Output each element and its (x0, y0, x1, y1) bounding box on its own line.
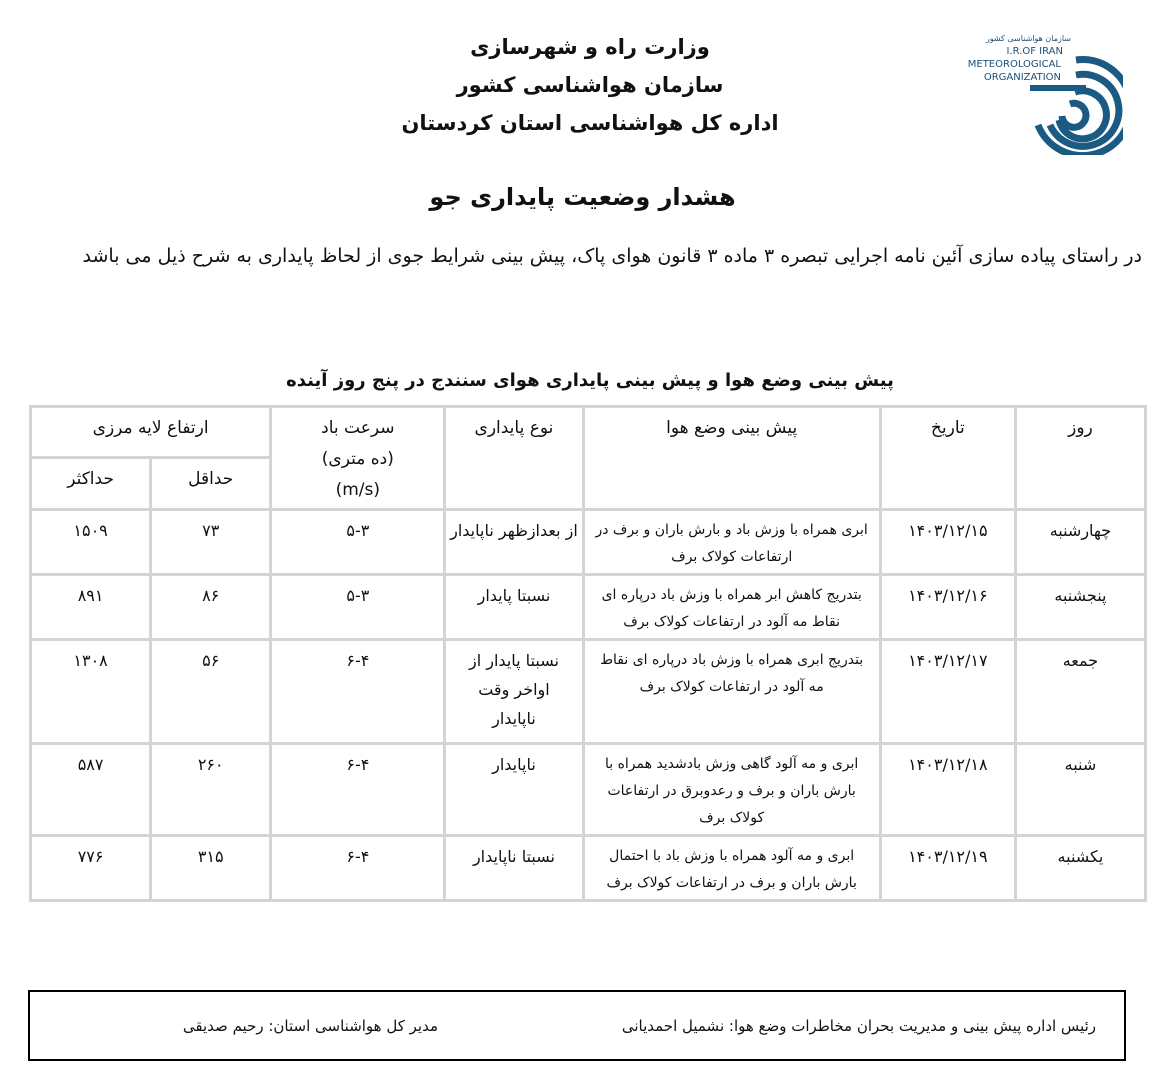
cell-max: ۱۵۰۹ (31, 510, 151, 575)
document-title: هشدار وضعیت پایداری جو (429, 183, 736, 211)
office-name: اداره کل هواشناسی استان کردستان (401, 111, 779, 135)
cell-min: ۷۳ (151, 510, 271, 575)
organization-name: سازمان هواشناسی کشور (456, 73, 724, 97)
cell-weather: بتدریج ابری همراه با وزش باد درپاره ای نقاط مه آلود در ارتفاعات کولاک برف (583, 640, 880, 744)
wind-header-line3: (m/s) (335, 480, 381, 500)
cell-day: چهارشنبه (1015, 510, 1145, 575)
cell-wind: ۶-۴ (271, 744, 445, 836)
forecast-table (29, 405, 1147, 902)
cell-wind: ۶-۴ (271, 836, 445, 901)
cell-weather: ابری همراه با وزش باد و بارش باران و برف در ارتفاعات کولاک برف (583, 510, 880, 575)
table-row (31, 744, 1146, 836)
cell-min: ۵۶ (151, 640, 271, 744)
cell-date: ۱۴۰۳/۱۲/۱۸ (880, 744, 1015, 836)
logo-line2: METEOROLOGICAL (967, 59, 1061, 70)
cell-stability: نسبتا ناپایدار (445, 836, 583, 901)
cell-stability: نسبتا پایدار از اواخر وقت ناپایدار (445, 640, 583, 744)
cell-weather: ابری و مه آلود همراه با وزش باد با احتمال بارش باران و برف در ارتفاعات کولاک برف (583, 836, 880, 901)
cell-stability: از بعدازظهر ناپایدار (445, 510, 583, 575)
cell-max: ۵۸۷ (31, 744, 151, 836)
header-day: روز (1015, 407, 1145, 510)
cell-max: ۷۷۶ (31, 836, 151, 901)
letterhead (380, 28, 800, 142)
table-title: پیش بینی وضع هوا و پیش بینی پایداری هوای سنندج در پنج روز آینده (286, 370, 894, 391)
logo-persian-text: سازمان هواشناسی کشور (985, 34, 1071, 43)
header-wind-speed (271, 407, 445, 510)
cell-date: ۱۴۰۳/۱۲/۱۶ (880, 575, 1015, 640)
cell-stability: نسبتا پایدار (445, 575, 583, 640)
cell-weather: ابری و مه آلود گاهی وزش بادشدید همراه با بارش باران و برف و رعدوبرق در ارتفاعات کولاک برف (583, 744, 880, 836)
cell-weather: بتدریج کاهش ابر همراه با وزش باد درپاره ای نقاط مه آلود در ارتفاعات کولاک برف (583, 575, 880, 640)
meteorological-organization-logo (958, 30, 1123, 150)
table-row (31, 640, 1146, 744)
cell-day: جمعه (1015, 640, 1145, 744)
header-weather: پیش بینی وضع هوا (583, 407, 880, 510)
ministry-name: وزارت راه و شهرسازی (470, 35, 710, 59)
cell-day: یکشنبه (1015, 836, 1145, 901)
cell-max: ۱۳۰۸ (31, 640, 151, 744)
header-date: تاریخ (880, 407, 1015, 510)
logo-line1: I.R.OF IRAN (1006, 46, 1063, 57)
table-row (31, 575, 1146, 640)
cell-stability: ناپایدار (445, 744, 583, 836)
cell-max: ۸۹۱ (31, 575, 151, 640)
cell-day: شنبه (1015, 744, 1145, 836)
header-stability: نوع پایداری (445, 407, 583, 510)
cell-min: ۲۶۰ (151, 744, 271, 836)
header-max: حداکثر (31, 458, 151, 510)
table-row (31, 836, 1146, 901)
cell-min: ۸۶ (151, 575, 271, 640)
header-min: حداقل (151, 458, 271, 510)
cell-wind: ۵-۳ (271, 510, 445, 575)
cell-wind: ۵-۳ (271, 575, 445, 640)
table-row (31, 510, 1146, 575)
wind-header-line1: سرعت باد (321, 418, 395, 438)
cell-min: ۳۱۵ (151, 836, 271, 901)
cell-date: ۱۴۰۳/۱۲/۱۹ (880, 836, 1015, 901)
cell-date: ۱۴۰۳/۱۲/۱۵ (880, 510, 1015, 575)
director-signature: مدیر کل هواشناسی استان: رحیم صدیقی (182, 1017, 438, 1035)
forecast-head-signature: رئیس اداره پیش بینی و مدیریت بحران مخاطرات وضع هوا: نشمیل احمدیانی (621, 1017, 1096, 1035)
header-boundary-layer: ارتفاع لایه مرزی (31, 407, 271, 458)
intro-paragraph: در راستای پیاده سازی آئین نامه اجرایی تبصره ۳ ماده ۳ قانون هوای پاک، پیش بینی شرایط جوی از لحاظ پایداری به شرح ذیل می باشد (82, 245, 1142, 267)
signature-box (28, 990, 1126, 1061)
logo-line3: ORGANIZATION (983, 72, 1061, 83)
cell-wind: ۶-۴ (271, 640, 445, 744)
cell-day: پنجشنبه (1015, 575, 1145, 640)
wind-header-line2: (ده متری) (321, 449, 394, 469)
cell-date: ۱۴۰۳/۱۲/۱۷ (880, 640, 1015, 744)
